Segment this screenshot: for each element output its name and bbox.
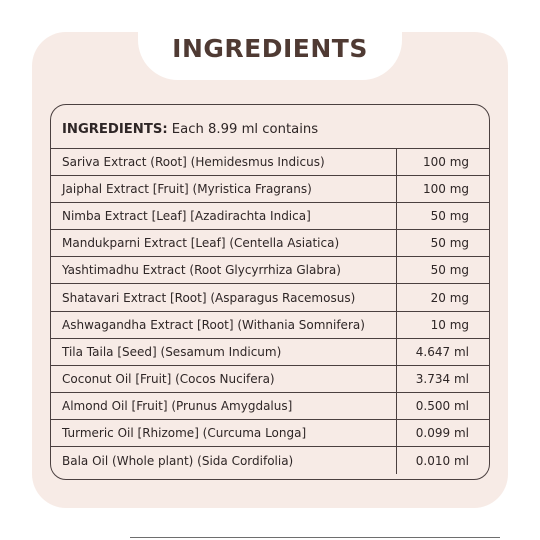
ingredient-name: Mandukparni Extract [Leaf] (Centella Asiatica) — [51, 230, 397, 256]
page-title: INGREDIENTS — [172, 34, 368, 63]
ingredient-name: Tila Taila [Seed] (Sesamum Indicum) — [51, 339, 397, 365]
ingredient-quantity: 10 mg — [430, 317, 469, 332]
table-row — [51, 447, 489, 474]
table-row — [51, 420, 489, 447]
ingredient-name: Jaiphal Extract [Fruit] (Myristica Fragrans) — [51, 176, 397, 202]
table-title — [51, 105, 489, 149]
ingredient-name: Yashtimadhu Extract (Root Glycyrrhiza Glabra) — [51, 257, 397, 283]
table-row — [51, 203, 489, 230]
ingredient-name: Almond Oil [Fruit] (Prunus Amygdalus] — [51, 393, 397, 419]
ingredient-quantity: 3.734 ml — [415, 371, 469, 386]
table-row — [51, 366, 489, 393]
ingredient-quantity: 20 mg — [430, 290, 469, 305]
table-title-label: INGREDIENTS: — [62, 122, 168, 137]
ingredient-quantity: 50 mg — [430, 209, 469, 224]
table-row — [51, 230, 489, 257]
table-row — [51, 339, 489, 366]
divider-line — [130, 537, 500, 538]
ingredient-quantity: 100 mg — [422, 155, 469, 170]
ingredient-name: Coconut Oil [Fruit] (Cocos Nucifera) — [51, 366, 397, 392]
table-row — [51, 176, 489, 203]
ingredient-name: Ashwagandha Extract [Root] (Withania Somnifera) — [51, 312, 397, 338]
ingredient-quantity: 0.500 ml — [415, 398, 469, 413]
ingredient-name: Shatavari Extract [Root] (Asparagus Racemosus) — [51, 284, 397, 310]
ingredient-name: Bala Oil (Whole plant) (Sida Cordifolia) — [51, 447, 397, 474]
ingredients-table — [50, 104, 490, 480]
table-row — [51, 393, 489, 420]
ingredient-quantity: 4.647 ml — [415, 344, 469, 359]
ingredient-quantity: 50 mg — [430, 263, 469, 278]
table-title-text: Each 8.99 ml contains — [167, 122, 319, 137]
table-row — [51, 257, 489, 284]
ingredient-name: Turmeric Oil [Rhizome] (Curcuma Longa] — [51, 420, 397, 446]
table-body — [51, 149, 489, 474]
ingredient-quantity: 100 mg — [422, 182, 469, 197]
ingredient-name: Nimba Extract [Leaf] [Azadirachta Indica] — [51, 203, 397, 229]
ingredient-quantity: 50 mg — [430, 236, 469, 251]
table-row — [51, 149, 489, 176]
ingredient-name: Sariva Extract (Root] (Hemidesmus Indicus) — [51, 149, 397, 175]
ingredient-quantity: 0.099 ml — [415, 425, 469, 440]
ingredient-quantity: 0.010 ml — [415, 453, 469, 468]
table-row — [51, 312, 489, 339]
table-row — [51, 284, 489, 311]
